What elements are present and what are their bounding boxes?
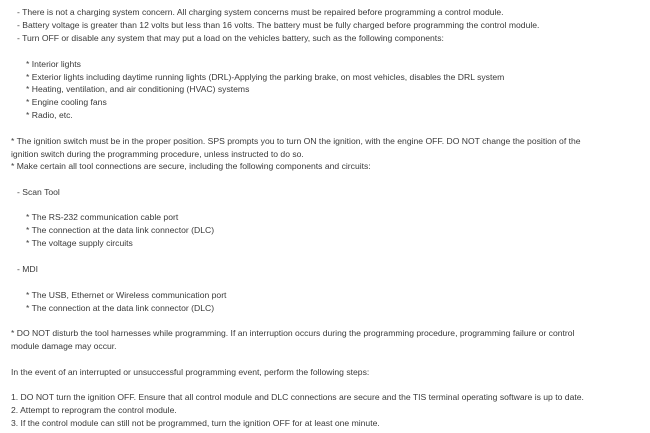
text-line: * Make certain all tool connections are secure, including the following components and circuits: — [11, 161, 371, 171]
text-line: ignition switch during the programming procedure, unless instructed to do so. — [11, 149, 304, 159]
text-line: - Turn OFF or disable any system that may put a load on the vehicles battery, such as the following components: — [17, 33, 444, 43]
text-line: 2. Attempt to reprogram the control module. — [11, 405, 177, 415]
text-line: * The ignition switch must be in the proper position. SPS prompts you to turn ON the ignition, with the engine OFF. DO NOT change the position of the — [11, 136, 581, 146]
text-line: - There is not a charging system concern. All charging system concerns must be repaired before programming a control module. — [17, 7, 504, 17]
text-line: - MDI — [17, 264, 39, 274]
text-line: * The connection at the data link connector (DLC) — [26, 225, 215, 235]
text-line: * Exterior lights including daytime running lights (DRL)-Applying the parking brake, on most vehicles, disables the DRL system — [26, 72, 505, 82]
text-line: * The voltage supply circuits — [26, 238, 133, 248]
text-line: 1. DO NOT turn the ignition OFF. Ensure that all control module and DLC connections are secure and the TIS terminal operating software is up to date. — [11, 392, 584, 402]
text-line: * DO NOT disturb the tool harnesses while programming. If an interruption occurs during the programming procedure, programming failure or control — [11, 328, 575, 338]
text-line: In the event of an interrupted or unsuccessful programming event, perform the following steps: — [11, 367, 370, 377]
text-line: - Battery voltage is greater than 12 volts but less than 16 volts. The battery must be fully charged before programming the control module. — [17, 20, 540, 30]
text-line: * Radio, etc. — [26, 110, 73, 120]
text-line: 3. If the control module can still not be programmed, turn the ignition OFF for at least one minute. — [11, 418, 380, 428]
text-line: * The connection at the data link connector (DLC) — [26, 303, 215, 313]
text-line: - Scan Tool — [17, 187, 60, 197]
text-line: * The RS-232 communication cable port — [26, 212, 179, 222]
text-line: module damage may occur. — [11, 341, 117, 351]
text-line: * Engine cooling fans — [26, 97, 107, 107]
text-line: * The USB, Ethernet or Wireless communication port — [26, 290, 227, 300]
text-line: * Interior lights — [26, 59, 81, 69]
text-line: * Heating, ventilation, and air conditioning (HVAC) systems — [26, 84, 250, 94]
